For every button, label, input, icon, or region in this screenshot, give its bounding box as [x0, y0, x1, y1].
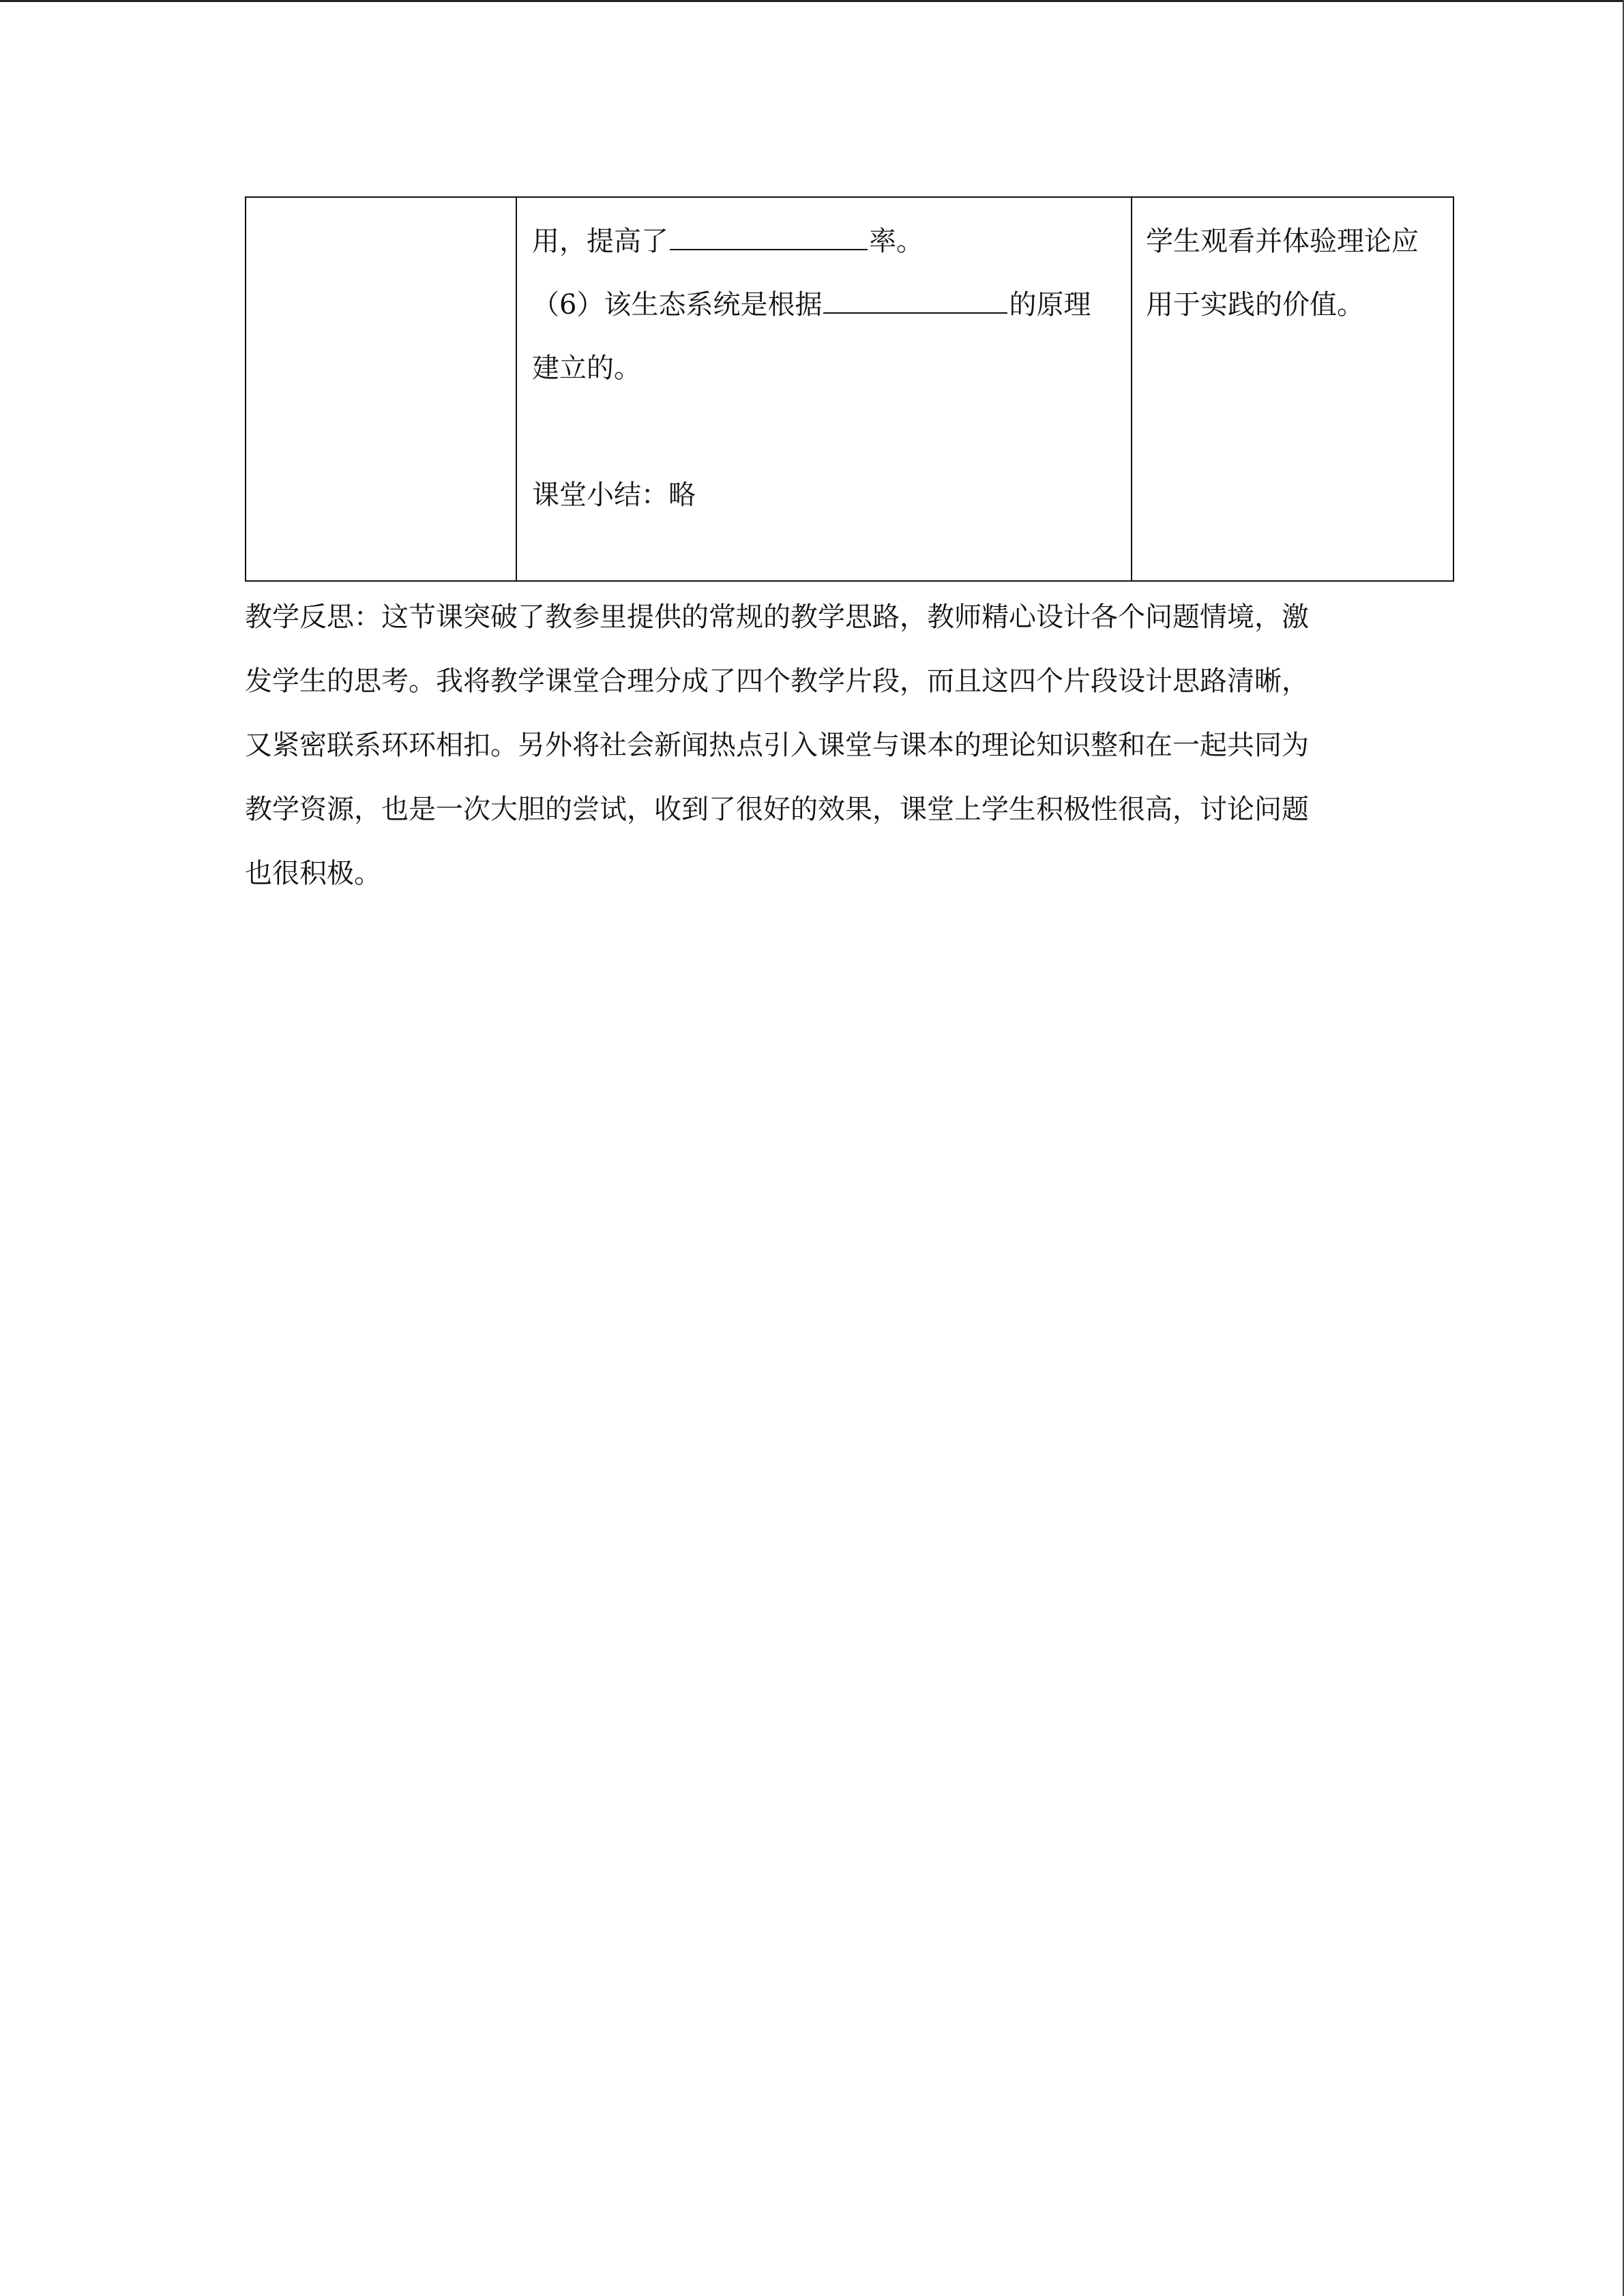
table-cell-student-activity [1132, 197, 1453, 581]
content-line-2-after: 的原理 [1009, 289, 1091, 320]
reflection-line: 又紧密联系环环相扣。另外将社会新闻热点引入课堂与课本的理论知识整和在一起共同为 [245, 730, 1309, 761]
reflection-line: 发学生的思考。我将教学课堂合理分成了四个教学片段，而且这四个片段设计思路清晰， [245, 666, 1309, 697]
table-row [246, 197, 1453, 581]
content-line-1-before: 用，提高了 [532, 226, 668, 257]
spacer [532, 400, 1131, 464]
page-top-border [0, 0, 1624, 2]
table-cell-teaching-content [516, 197, 1132, 581]
fill-in-blank [823, 278, 1007, 314]
teaching-reflection [245, 585, 1377, 906]
lesson-plan-table [245, 196, 1454, 582]
content-line-3: 建立的。 [532, 353, 641, 384]
content-line-2 [532, 273, 1131, 337]
content-line-1 [532, 210, 1131, 273]
reflection-line: 教学反思：这节课突破了教参里提供的常规的教学思路，教师精心设计各个问题情境，激 [245, 601, 1309, 633]
student-activity-line-1: 学生观看并体验理论应 [1146, 226, 1419, 257]
content-line-1-after: 率。 [869, 226, 924, 257]
content-line-2-before: （6）该生态系统是根据 [532, 289, 823, 320]
reflection-line: 教学资源，也是一次大胆的尝试，收到了很好的效果，课堂上学生积极性很高，讨论问题 [245, 794, 1309, 825]
reflection-line: 也很积极。 [245, 858, 381, 889]
class-summary: 课堂小结：略 [532, 479, 696, 511]
student-activity-line-2: 用于实践的价值。 [1146, 289, 1364, 320]
fill-in-blank [670, 215, 868, 250]
table-cell-empty [246, 197, 516, 581]
